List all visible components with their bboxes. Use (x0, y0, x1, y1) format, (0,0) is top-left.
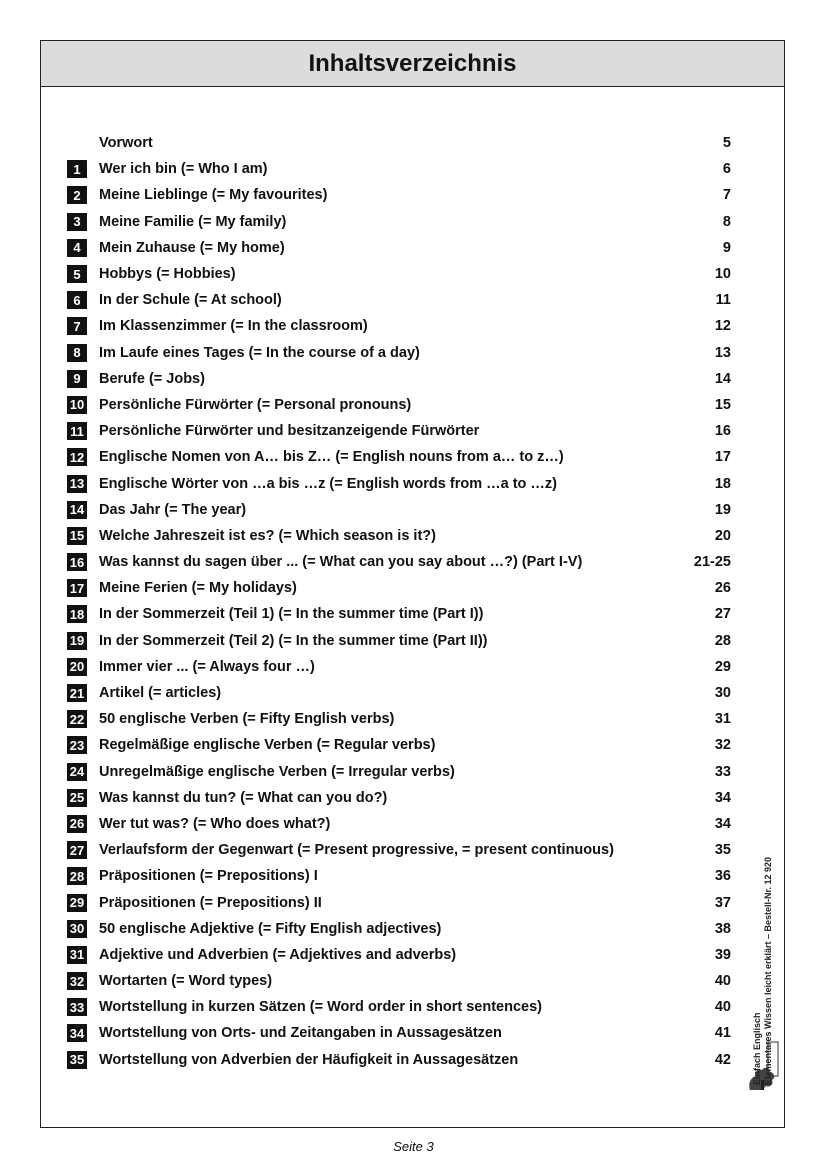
chapter-number-badge: 18 (67, 605, 87, 623)
toc-row (67, 575, 731, 601)
toc-page-number: 5 (722, 135, 731, 152)
toc-entry-title: Im Klassenzimmer (= In the classroom) (99, 318, 368, 335)
publisher-side-text (752, 745, 774, 1085)
toc-page-number: 17 (714, 449, 731, 466)
chapter-number-badge: 5 (67, 265, 87, 283)
toc-entry-title: 50 englische Verben (= Fifty English verbs) (99, 711, 395, 728)
chapter-number-badge: 19 (67, 632, 87, 650)
toc-page-number: 19 (714, 501, 731, 518)
chapter-number-badge: 22 (67, 710, 87, 728)
title-bar (41, 41, 784, 87)
toc-entry-title: Berufe (= Jobs) (99, 370, 205, 387)
toc-entry-title: Adjektive und Adverbien (= Adjektives and adverbs) (99, 946, 457, 963)
toc-row (67, 209, 731, 235)
chapter-number-badge: 2 (67, 186, 87, 204)
chapter-number-badge: 12 (67, 448, 87, 466)
chapter-number-badge: 24 (67, 763, 87, 781)
toc-page-number: 7 (722, 187, 731, 204)
toc-entry-title: Immer vier ... (= Always four …) (99, 658, 315, 675)
side-text-line-1: Einfach Englisch (752, 1012, 762, 1085)
toc-page-number: 27 (714, 606, 731, 623)
toc-entry-title: In der Sommerzeit (Teil 1) (= In the summer time (Part I)) (99, 606, 484, 623)
toc-entry-title: Vorwort (99, 135, 153, 152)
toc-page-number: 21-25 (693, 554, 731, 571)
toc-page-number: 36 (714, 868, 731, 885)
toc-entry-title: Wortstellung von Adverbien der Häufigkeit in Aussagesätzen (99, 1051, 519, 1068)
toc-row (67, 366, 731, 392)
toc-page-number: 15 (714, 396, 731, 413)
toc-row (67, 837, 731, 863)
toc-page-number: 13 (714, 344, 731, 361)
toc-page-number: 8 (722, 213, 731, 230)
chapter-number-badge: 3 (67, 213, 87, 231)
chapter-number-badge: 6 (67, 291, 87, 309)
toc-entry-title: Wortstellung von Orts- und Zeitangaben in Aussagesätzen (99, 1025, 502, 1042)
toc-entry-title: 50 englische Adjektive (= Fifty English adjectives) (99, 920, 442, 937)
toc-page-number: 20 (714, 527, 731, 544)
toc-row (67, 942, 731, 968)
toc-row (67, 156, 731, 182)
chapter-number-badge: 9 (67, 370, 87, 388)
chapter-number-badge: 7 (67, 317, 87, 335)
toc-page-number: 14 (714, 370, 731, 387)
chapter-number-badge: 14 (67, 501, 87, 519)
chapter-number-badge: 26 (67, 815, 87, 833)
toc-entry-title: Das Jahr (= The year) (99, 501, 247, 518)
toc-row (67, 313, 731, 339)
toc-page-number: 11 (715, 292, 731, 309)
toc-page-number: 30 (714, 685, 731, 702)
chapter-number-badge: 13 (67, 475, 87, 493)
chapter-number-badge: 10 (67, 396, 87, 414)
chapter-number-badge: 31 (67, 946, 87, 964)
chapter-number-badge: 35 (67, 1051, 87, 1069)
chapter-number-badge: 33 (67, 998, 87, 1016)
toc-page-number: 34 (714, 815, 731, 832)
toc-row (67, 497, 731, 523)
toc-page-number: 41 (714, 1025, 731, 1042)
toc-entry-title: Wortarten (= Word types) (99, 973, 273, 990)
toc-page-number: 40 (714, 973, 731, 990)
toc-row (67, 785, 731, 811)
toc-entry-title: Präpositionen (= Prepositions) I (99, 868, 318, 885)
toc-page-number: 9 (722, 239, 731, 256)
page-footer: Seite 3 (393, 1139, 434, 1154)
toc-entry-title: Meine Familie (= My family) (99, 213, 287, 230)
chapter-number-badge: 28 (67, 867, 87, 885)
toc-entry-title: Unregelmäßige englische Verben (= Irregular verbs) (99, 763, 455, 780)
toc-page-number: 16 (714, 423, 731, 440)
toc-entry-title: Englische Wörter von …a bis …z (= English words from …a to …z) (99, 475, 558, 492)
toc-entry-title: Meine Lieblinge (= My favourites) (99, 187, 328, 204)
toc-row (67, 601, 731, 627)
toc-page-number: 33 (714, 763, 731, 780)
toc-page-number: 29 (714, 658, 731, 675)
toc-entry-title: Meine Ferien (= My holidays) (99, 580, 297, 597)
chapter-number-badge: 30 (67, 920, 87, 938)
toc-row (67, 916, 731, 942)
toc-row (67, 418, 731, 444)
toc-page-number: 37 (714, 894, 731, 911)
toc-row (67, 340, 731, 366)
toc-page-number: 12 (714, 318, 731, 335)
toc-entry-title: Welche Jahreszeit ist es? (= Which season is it?) (99, 527, 436, 544)
chapter-number-badge: 17 (67, 579, 87, 597)
toc-page-number: 26 (714, 580, 731, 597)
page-frame (40, 40, 785, 1128)
toc-row (67, 889, 731, 915)
toc-page-number: 18 (714, 475, 731, 492)
toc-entry-title: Präpositionen (= Prepositions) II (99, 894, 322, 911)
toc-entry-title: Wer tut was? (= Who does what?) (99, 815, 331, 832)
page-title: Inhaltsverzeichnis (308, 49, 517, 77)
chapter-number-badge: 11 (67, 422, 87, 440)
toc-page-number: 31 (714, 711, 731, 728)
toc-entry-title: In der Schule (= At school) (99, 292, 282, 309)
toc-entry-title: Englische Nomen von A… bis Z… (= English nouns from a… to z…) (99, 449, 564, 466)
toc-row (67, 261, 731, 287)
chapter-number-badge: 25 (67, 789, 87, 807)
chapter-number-badge: 4 (67, 239, 87, 257)
toc-row (67, 811, 731, 837)
toc-row (67, 680, 731, 706)
toc-entry-title: Was kannst du tun? (= What can you do?) (99, 789, 388, 806)
toc-entry-title: Wortstellung in kurzen Sätzen (= Word order in short sentences) (99, 999, 542, 1016)
toc-row (67, 523, 731, 549)
toc-entry-title: Im Laufe eines Tages (= In the course of a day) (99, 344, 420, 361)
toc-row (67, 732, 731, 758)
toc-row (67, 1020, 731, 1046)
toc-page-number: 40 (714, 999, 731, 1016)
toc-entry-title: Hobbys (= Hobbies) (99, 266, 236, 283)
toc-entry-title: Was kannst du sagen über ... (= What can you say about …?) (Part I-V) (99, 554, 583, 571)
chapter-number-badge: 1 (67, 160, 87, 178)
toc-row (67, 628, 731, 654)
chapter-number-badge: 32 (67, 972, 87, 990)
toc-page-number: 28 (714, 632, 731, 649)
toc-entry-title: Persönliche Fürwörter (= Personal pronouns) (99, 396, 412, 413)
table-of-contents (67, 130, 731, 1073)
toc-page-number: 34 (714, 789, 731, 806)
toc-row (67, 1047, 731, 1073)
toc-entry-title: Regelmäßige englische Verben (= Regular verbs) (99, 737, 436, 754)
toc-row (67, 235, 731, 261)
toc-row (67, 287, 731, 313)
toc-row (67, 444, 731, 470)
toc-row (67, 968, 731, 994)
toc-row (67, 549, 731, 575)
chapter-number-badge: 8 (67, 344, 87, 362)
toc-row (67, 863, 731, 889)
chapter-number-badge: 29 (67, 894, 87, 912)
toc-page-number: 6 (722, 161, 731, 178)
chapter-number-badge: 23 (67, 736, 87, 754)
toc-row (67, 182, 731, 208)
chapter-number-badge: 16 (67, 553, 87, 571)
chapter-number-badge: 20 (67, 658, 87, 676)
toc-page-number: 32 (714, 737, 731, 754)
toc-entry-title: Verlaufsform der Gegenwart (= Present progressive, = present continuous) (99, 842, 614, 859)
chapter-number-badge: 15 (67, 527, 87, 545)
toc-entry-title: Persönliche Fürwörter und besitzanzeigende Fürwörter (99, 423, 480, 440)
toc-row (67, 994, 731, 1020)
side-text-line-2: Elementares Wissen leicht erklärt – Bestell-Nr. 12 920 (763, 856, 773, 1085)
toc-row (67, 759, 731, 785)
toc-entry-title: Artikel (= articles) (99, 685, 222, 702)
toc-row (67, 654, 731, 680)
toc-entry-title: Wer ich bin (= Who I am) (99, 161, 268, 178)
chapter-number-badge: 27 (67, 841, 87, 859)
toc-row (67, 470, 731, 496)
toc-row (67, 130, 731, 156)
chapter-number-badge (67, 134, 87, 152)
toc-page-number: 35 (714, 842, 731, 859)
chapter-number-badge: 34 (67, 1024, 87, 1042)
toc-page-number: 38 (714, 920, 731, 937)
chapter-number-badge: 21 (67, 684, 87, 702)
toc-entry-title: Mein Zuhause (= My home) (99, 239, 285, 256)
toc-page-number: 42 (714, 1051, 731, 1068)
toc-row (67, 392, 731, 418)
toc-page-number: 39 (714, 946, 731, 963)
toc-row (67, 706, 731, 732)
toc-entry-title: In der Sommerzeit (Teil 2) (= In the summer time (Part II)) (99, 632, 488, 649)
toc-page-number: 10 (714, 266, 731, 283)
